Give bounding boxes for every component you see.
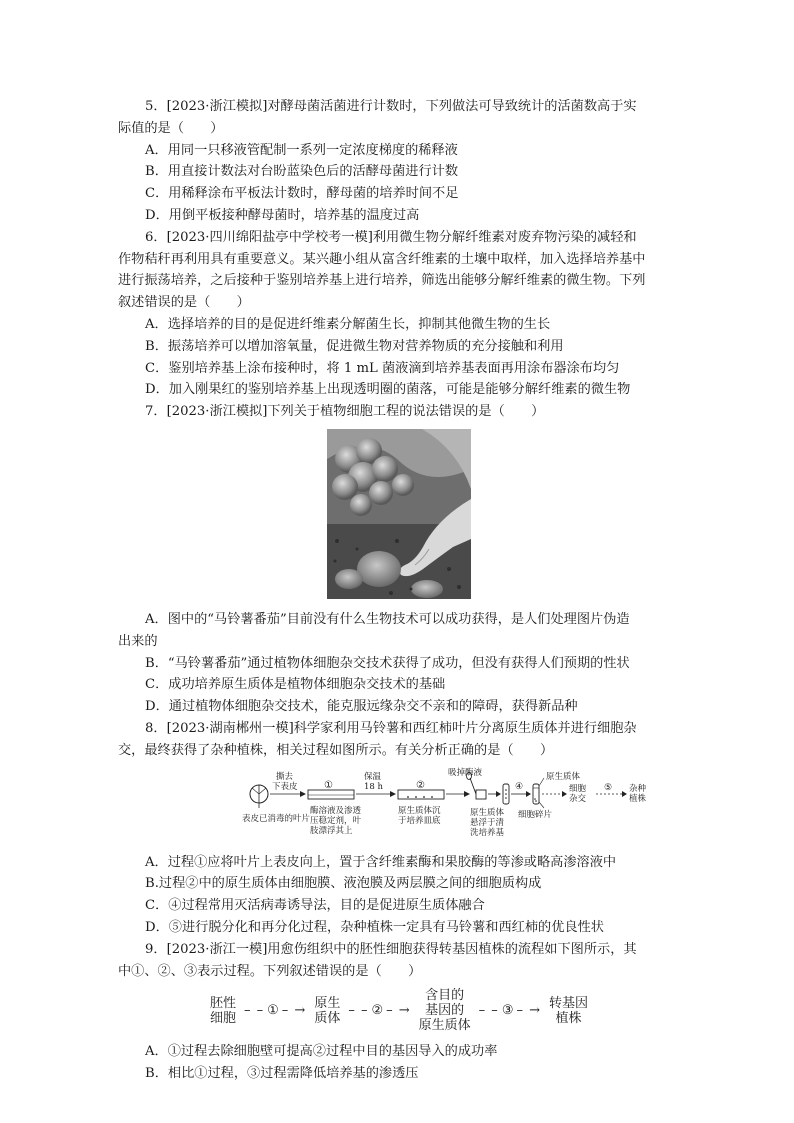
protoplast-top-label: 原生质体 <box>546 771 581 782</box>
q8-option-c[interactable]: C．④过程常用灭活病毒诱导法，目的是促进原生质体融合 <box>145 898 485 914</box>
q6-stem-line2: 作物秸秆再利用具有重要意义。某兴趣小组从富含纤维素的土壤中取样，加入选择培养基中 <box>118 251 646 267</box>
q8-stem-line1: 8．[2023·湖南郴州一模]科学家利用马铃薯和西红柿叶片分离原生质体并进行细胞杂 <box>145 720 637 736</box>
flow-node-protoplast: 原生 质体 <box>314 995 341 1026</box>
protoplast-label-1: 原生质体 <box>470 807 505 818</box>
step-4-label: ④ <box>515 781 524 792</box>
hybrid-label-2: 杂交 <box>569 793 587 804</box>
flow-node-embryonic-cell: 胚性 细胞 <box>209 995 236 1026</box>
debris-label: 细胞碎片 <box>518 809 553 820</box>
q9-stem-line2: 中①、②、③表示过程。下列叙述错误的是（ ） <box>118 963 422 979</box>
q8-stem-line2: 交，最终获得了杂种植株，相关过程如图所示。有关分析正确的是（ ） <box>118 742 554 758</box>
protoplast-label-3: 洗培养基 <box>470 827 505 838</box>
q6-option-a[interactable]: A．选择培养的目的是促进纤维素分解菌生长，抑制其他微生物的生长 <box>145 316 551 332</box>
transgenic-flowchart <box>118 988 680 1033</box>
flow-node-gene-protoplast: 含目的 基因的 原生质体 <box>418 988 471 1034</box>
q7-option-d[interactable]: D．通过植物体细胞杂交技术，能克服远缘杂交不亲和的障碍，获得新品种 <box>145 699 578 715</box>
leaf-icon <box>250 785 268 808</box>
q5-option-c[interactable]: C．用稀释涂布平板法计数时，酵母菌的培养时间不足 <box>145 186 459 202</box>
q5-option-a[interactable]: A．用同一只移液管配制一系列一定浓度梯度的稀释液 <box>145 142 458 158</box>
q9-stem-line1: 9．[2023·浙江一模]用愈伤组织中的胚性细胞获得转基因植株的流程如下图所示，其 <box>145 941 637 957</box>
q8-option-a[interactable]: A．过程①应将叶片上表皮向上，置于含纤维素酶和果胶酶的等渗或略高渗溶液中 <box>145 854 617 870</box>
tear-label-2: 下表皮 <box>272 781 298 792</box>
plant-label-1: 杂种 <box>629 783 647 794</box>
sink-label-2: 于培养皿底 <box>398 815 441 826</box>
hybrid-label-1: 细胞 <box>569 783 587 794</box>
flow-arrow-3: – – ③ – → <box>478 1003 541 1019</box>
q7-option-a-line2: 出来的 <box>118 633 158 649</box>
q6-stem-line4: 叙述错误的是（ ） <box>118 295 250 311</box>
q8-option-b[interactable]: B.过程②中的原生质体由细胞膜、液泡膜及两层膜之间的细胞质构成 <box>145 876 542 892</box>
enzyme-solution-1: 酶溶液及渗透 <box>310 805 362 816</box>
q6-option-c[interactable]: C．鉴别培养基上涂布接种时，将 1 mL 菌液滴到培养基表面再用涂布器涂布均匀 <box>145 360 620 376</box>
q7-option-a-line1[interactable]: A．图中的“马铃薯番茄”目前没有什么生物技术可以成功获得，是人们处理图片伪造 <box>145 611 630 627</box>
incubate-label-2: 18 h <box>364 781 383 792</box>
q9-option-a[interactable]: A．①过程去除细胞壁可提高②过程中目的基因导入的成功率 <box>145 1044 498 1060</box>
protoplast-fusion-diagram <box>118 764 680 848</box>
q8-option-d[interactable]: D．⑤进行脱分化和再分化过程，杂种植株一定具有马铃薯和西红柿的优良性状 <box>145 919 604 935</box>
q6-stem-line3: 进行振荡培养，之后接种于鉴别培养基上进行培养，筛选出能够分解纤维素的微生物。下列 <box>118 273 646 289</box>
q7-option-b[interactable]: B．“马铃薯番茄”通过植物体细胞杂交技术获得了成功，但没有获得人们预期的性状 <box>145 655 630 671</box>
q6-option-b[interactable]: B．振荡培养可以增加溶氧量，促进微生物对营养物质的充分接触和利用 <box>145 338 564 354</box>
tear-label-1: 撕去 <box>276 771 294 782</box>
enzyme-solution-2: 压稳定剂，叶 <box>310 815 362 826</box>
flow-arrow-1: – – ① – → <box>243 1003 307 1019</box>
q6-stem-line1: 6．[2023·四川绵阳盐亭中学校考一模]利用微生物分解纤维素对废弃物污染的减轻和 <box>145 229 637 245</box>
sink-label-1: 原生质体沉 <box>398 805 441 816</box>
suck-enzyme-label: 吸掉酶液 <box>448 767 483 778</box>
q5-stem-line2: 际值的是（ ） <box>118 120 224 136</box>
incubate-label-1: 保温 <box>364 771 382 782</box>
flow-step-1: ① <box>267 1003 279 1019</box>
protoplast-label-2: 悬浮于清 <box>470 817 505 828</box>
flow-arrow-2: – – ② – → <box>348 1003 411 1019</box>
q5-option-d[interactable]: D．用倒平板接种酵母菌时，培养基的温度过高 <box>145 207 420 223</box>
flow-step-3: ③ <box>501 1003 514 1019</box>
step-2-label: ② <box>416 779 425 791</box>
flow-node-transgenic-plant: 转基因 植株 <box>549 995 589 1026</box>
plant-label-2: 植株 <box>629 793 647 804</box>
q9-option-b[interactable]: B．相比①过程，③过程需降低培养基的渗透压 <box>145 1066 419 1082</box>
step-1-label: ① <box>324 779 333 791</box>
q5-option-b[interactable]: B．用直接计数法对台盼蓝染色后的活酵母菌进行计数 <box>145 164 459 180</box>
q7-photo-wrap <box>118 429 680 599</box>
q6-option-d[interactable]: D．加入刚果红的鉴别培养基上出现透明圈的菌落，可能是能够分解纤维素的微生物 <box>145 382 631 398</box>
flow-step-2: ② <box>371 1003 384 1019</box>
q7-stem-line1: 7．[2023·浙江模拟]下列关于植物细胞工程的说法错误的是（ ） <box>145 404 545 420</box>
leaf-label-1: 表皮已消毒的叶片 <box>242 813 311 824</box>
q7-option-c[interactable]: C．成功培养原生质体是植物体细胞杂交技术的基础 <box>145 677 446 693</box>
enzyme-solution-3: 肢漂浮其上 <box>310 825 353 836</box>
step-5-label: ⑤ <box>604 782 613 793</box>
q5-stem-line1: 5．[2023·浙江模拟]对酵母菌活菌进行计数时，下列做法可导致统计的活菌数高于实 <box>145 99 637 114</box>
question-page <box>118 96 680 1085</box>
potato-tomato-photo <box>327 429 471 599</box>
